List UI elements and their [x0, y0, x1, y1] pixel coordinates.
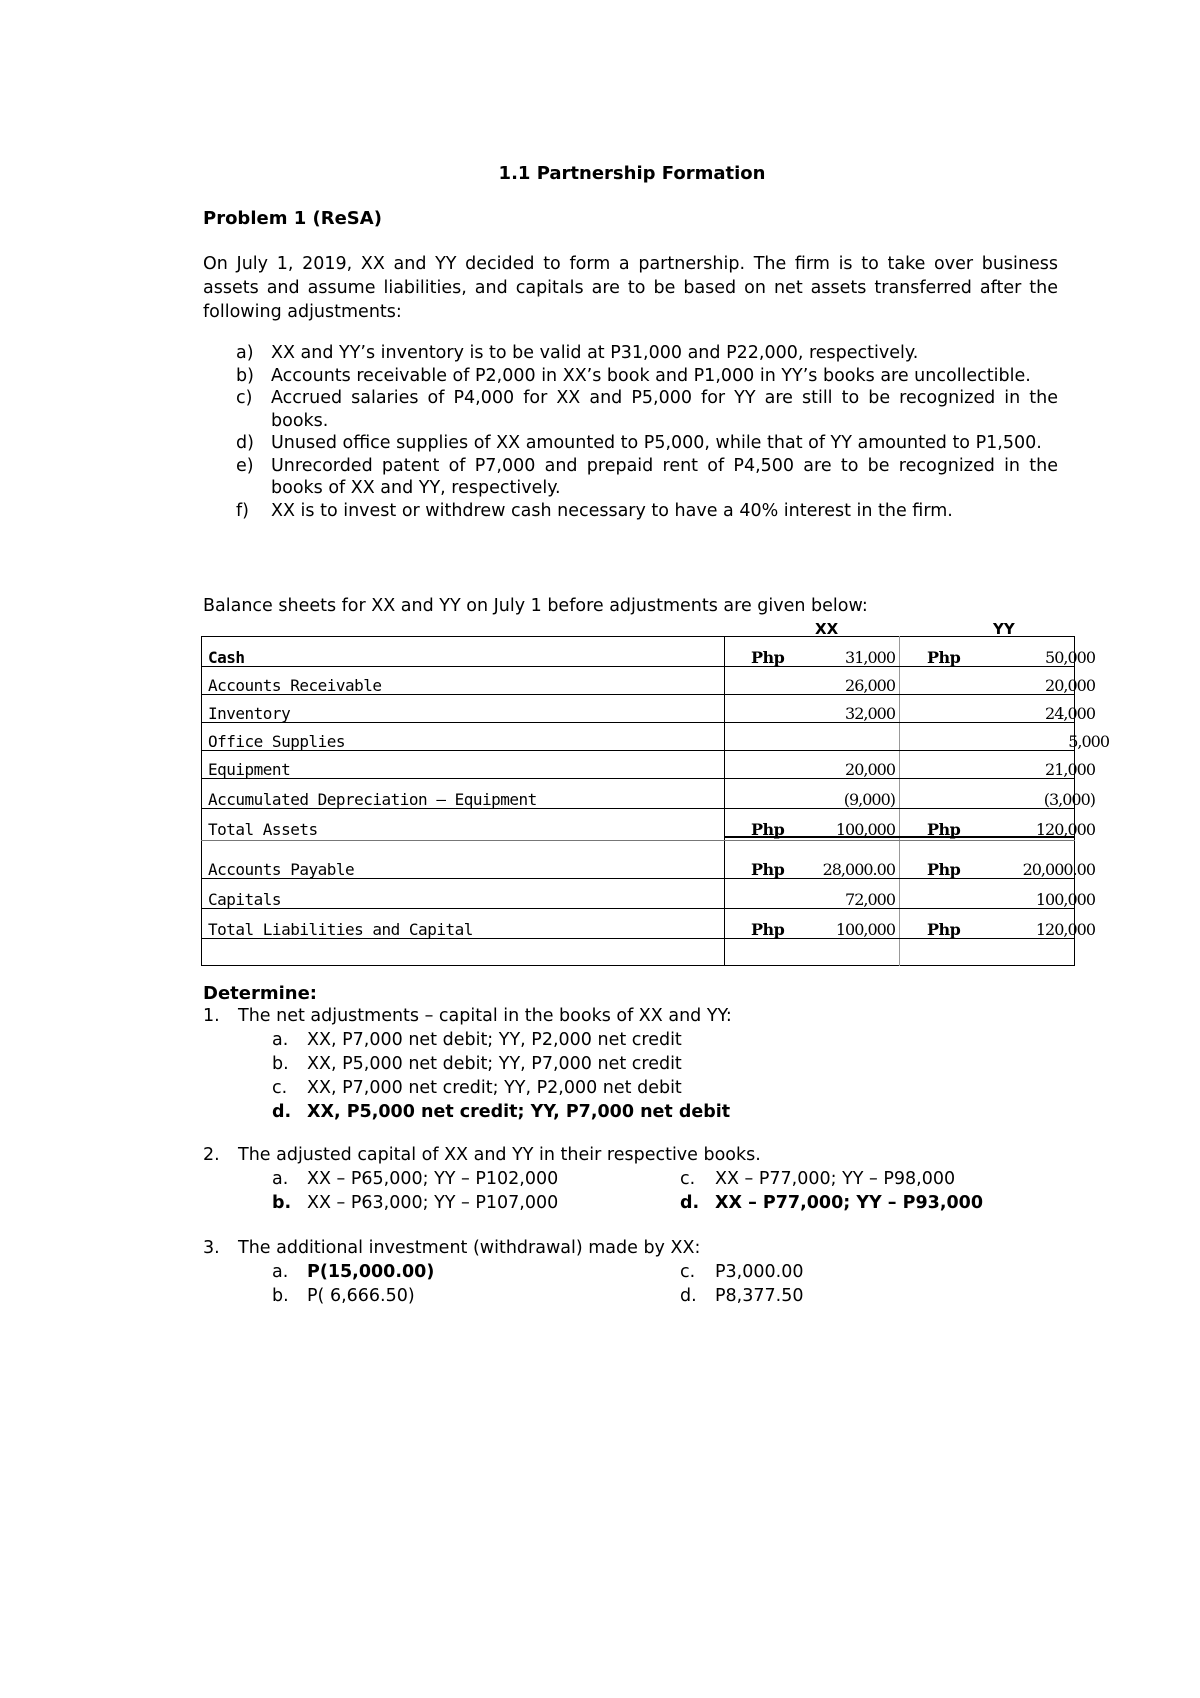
- column-header-xx: XX: [815, 620, 839, 638]
- question-text: The adjusted capital of XX and YY in their respective books.: [238, 1145, 761, 1165]
- option-text: XX – P63,000; YY – P107,000: [307, 1193, 559, 1213]
- row-label: Cash: [208, 648, 245, 667]
- option-1a: [272, 1029, 682, 1052]
- row-label: Equipment: [208, 760, 291, 779]
- value-yy: 20,000.00: [1022, 860, 1095, 879]
- question-number: 1.: [203, 1006, 220, 1026]
- option-3c: [680, 1261, 803, 1284]
- option-text: XX – P77,000; YY – P93,000: [715, 1193, 984, 1213]
- row-label: Total Assets: [208, 820, 318, 839]
- table-row: [201, 820, 1095, 842]
- value-yy: 21,000: [1045, 760, 1095, 779]
- value-yy: 100,000: [1035, 890, 1095, 909]
- option-1b: [272, 1053, 682, 1076]
- list-text: Unrecorded patent of P7,000 and prepaid rent of P4,500 are to be recognized in the books of XX and YY, respectively.: [271, 455, 1058, 498]
- option-text: P3,000.00: [715, 1262, 804, 1282]
- option-text: P( 6,666.50): [307, 1286, 415, 1306]
- value-xx: (9,000): [843, 790, 895, 809]
- value-xx: 31,000: [845, 648, 895, 667]
- option-text: XX, P7,000 net credit; YY, P2,000 net debit: [307, 1078, 682, 1098]
- value-xx: 26,000: [845, 676, 895, 695]
- row-label: Office Supplies: [208, 732, 345, 751]
- list-item: [236, 365, 1058, 388]
- list-label: f): [236, 500, 249, 521]
- list-item: [236, 432, 1058, 455]
- value-yy: 20,000: [1045, 676, 1095, 695]
- option-text: XX – P77,000; YY – P98,000: [715, 1169, 956, 1189]
- list-text: XX is to invest or withdrew cash necessary to have a 40% interest in the firm.: [271, 500, 953, 521]
- option-2c: [680, 1168, 955, 1191]
- table-row: [201, 890, 1095, 912]
- option-label: d.: [680, 1193, 700, 1213]
- option-text: XX, P5,000 net credit; YY, P7,000 net debit: [307, 1102, 731, 1122]
- option-3d: [680, 1285, 803, 1308]
- row-label: Capitals: [208, 890, 282, 909]
- option-2d-answer: [680, 1192, 983, 1215]
- list-item: [236, 387, 1058, 432]
- option-3a-answer: [272, 1261, 434, 1284]
- problem-heading: Problem 1 (ReSA): [203, 208, 382, 229]
- question-text: The additional investment (withdrawal) made by XX:: [238, 1238, 701, 1258]
- page-title: 1.1 Partnership Formation: [498, 163, 766, 184]
- row-label: Accounts Receivable: [208, 676, 382, 695]
- list-text: Accounts receivable of P2,000 in XX’s book and P1,000 in YY’s books are uncollectible.: [271, 365, 1031, 386]
- currency-yy: Php: [927, 920, 961, 939]
- option-text: XX, P5,000 net debit; YY, P7,000 net credit: [307, 1054, 682, 1074]
- value-xx: 28,000.00: [822, 860, 895, 879]
- question-number: 2.: [203, 1145, 220, 1165]
- option-text: P(15,000.00): [307, 1262, 435, 1282]
- value-yy: 24,000: [1045, 704, 1095, 723]
- option-1c: [272, 1077, 682, 1100]
- option-2a: [272, 1168, 558, 1191]
- option-label: d.: [680, 1286, 697, 1306]
- table-row: [201, 676, 1095, 698]
- question-number: 3.: [203, 1238, 220, 1258]
- currency-yy: Php: [927, 860, 961, 879]
- list-text: XX and YY’s inventory is to be valid at P31,000 and P22,000, respectively.: [271, 343, 919, 363]
- value-yy: 120,000: [1035, 820, 1095, 839]
- value-xx: 20,000: [845, 760, 895, 779]
- option-label: a.: [272, 1169, 289, 1189]
- problem-intro: On July 1, 2019, XX and YY decided to form a partnership. The firm is to take over business assets and assume liabilities, and capitals are to be based on net assets transferred after the following adjustments:: [203, 254, 1058, 322]
- option-label: b.: [272, 1193, 292, 1213]
- row-label: Accounts Payable: [208, 860, 355, 879]
- table-row: [201, 732, 1109, 754]
- option-3b: [272, 1285, 415, 1308]
- list-label: d): [236, 433, 254, 453]
- question-3: [203, 1237, 700, 1260]
- list-label: a): [236, 343, 254, 363]
- option-label: a.: [272, 1030, 289, 1050]
- balance-sheet-intro: Balance sheets for XX and YY on July 1 before adjustments are given below:: [203, 596, 868, 616]
- value-xx: 72,000: [845, 890, 895, 909]
- currency-xx: Php: [751, 648, 785, 667]
- option-label: c.: [680, 1169, 696, 1189]
- currency-yy: Php: [927, 648, 961, 667]
- row-label: Total Liabilities and Capital: [208, 920, 473, 939]
- currency-yy: Php: [927, 820, 961, 839]
- list-item: [236, 455, 1058, 500]
- list-label: b): [236, 365, 254, 386]
- option-text: XX – P65,000; YY – P102,000: [307, 1169, 559, 1189]
- currency-xx: Php: [751, 920, 785, 939]
- row-label: Accumulated Depreciation – Equipment: [208, 790, 537, 809]
- balance-sheet-table: [201, 636, 1109, 966]
- value-yy: 5,000: [1068, 732, 1109, 751]
- currency-xx: Php: [751, 820, 785, 839]
- list-item: [236, 500, 1058, 523]
- option-label: c.: [680, 1262, 696, 1282]
- table-row: [201, 920, 1095, 942]
- table-row: [201, 704, 1095, 726]
- option-label: b.: [272, 1286, 289, 1306]
- column-header-yy: YY: [993, 620, 1015, 638]
- option-1d-answer: [272, 1101, 730, 1124]
- option-label: d.: [272, 1102, 292, 1122]
- value-yy: (3,000): [1043, 790, 1095, 809]
- determine-heading: Determine:: [203, 983, 317, 1004]
- option-text: P8,377.50: [715, 1286, 804, 1306]
- table-row: [201, 860, 1095, 882]
- value-xx: 100,000: [835, 820, 895, 839]
- adjustments-list: [236, 342, 1058, 522]
- row-label: Inventory: [208, 704, 291, 723]
- list-text: Accrued salaries of P4,000 for XX and P5,000 for YY are still to be recognized in the books.: [271, 388, 1058, 431]
- table-row: [201, 790, 1095, 812]
- value-yy: 120,000: [1035, 920, 1095, 939]
- currency-xx: Php: [751, 860, 785, 879]
- value-yy: 50,000: [1045, 648, 1095, 667]
- value-xx: 32,000: [845, 704, 895, 723]
- table-row: [201, 648, 1095, 670]
- value-xx: 100,000: [835, 920, 895, 939]
- list-item: [236, 342, 1058, 365]
- option-label: c.: [272, 1078, 288, 1098]
- table-row: [201, 760, 1095, 782]
- question-2: [203, 1144, 761, 1167]
- option-2b: [272, 1192, 558, 1215]
- list-text: Unused office supplies of XX amounted to P5,000, while that of YY amounted to P1,500.: [271, 433, 1042, 453]
- option-text: XX, P7,000 net debit; YY, P2,000 net credit: [307, 1030, 682, 1050]
- list-label: c): [236, 388, 253, 408]
- question-text: The net adjustments – capital in the books of XX and YY:: [238, 1006, 732, 1026]
- question-1: [203, 1005, 732, 1028]
- option-label: b.: [272, 1054, 289, 1074]
- option-label: a.: [272, 1262, 289, 1282]
- list-label: e): [236, 455, 254, 476]
